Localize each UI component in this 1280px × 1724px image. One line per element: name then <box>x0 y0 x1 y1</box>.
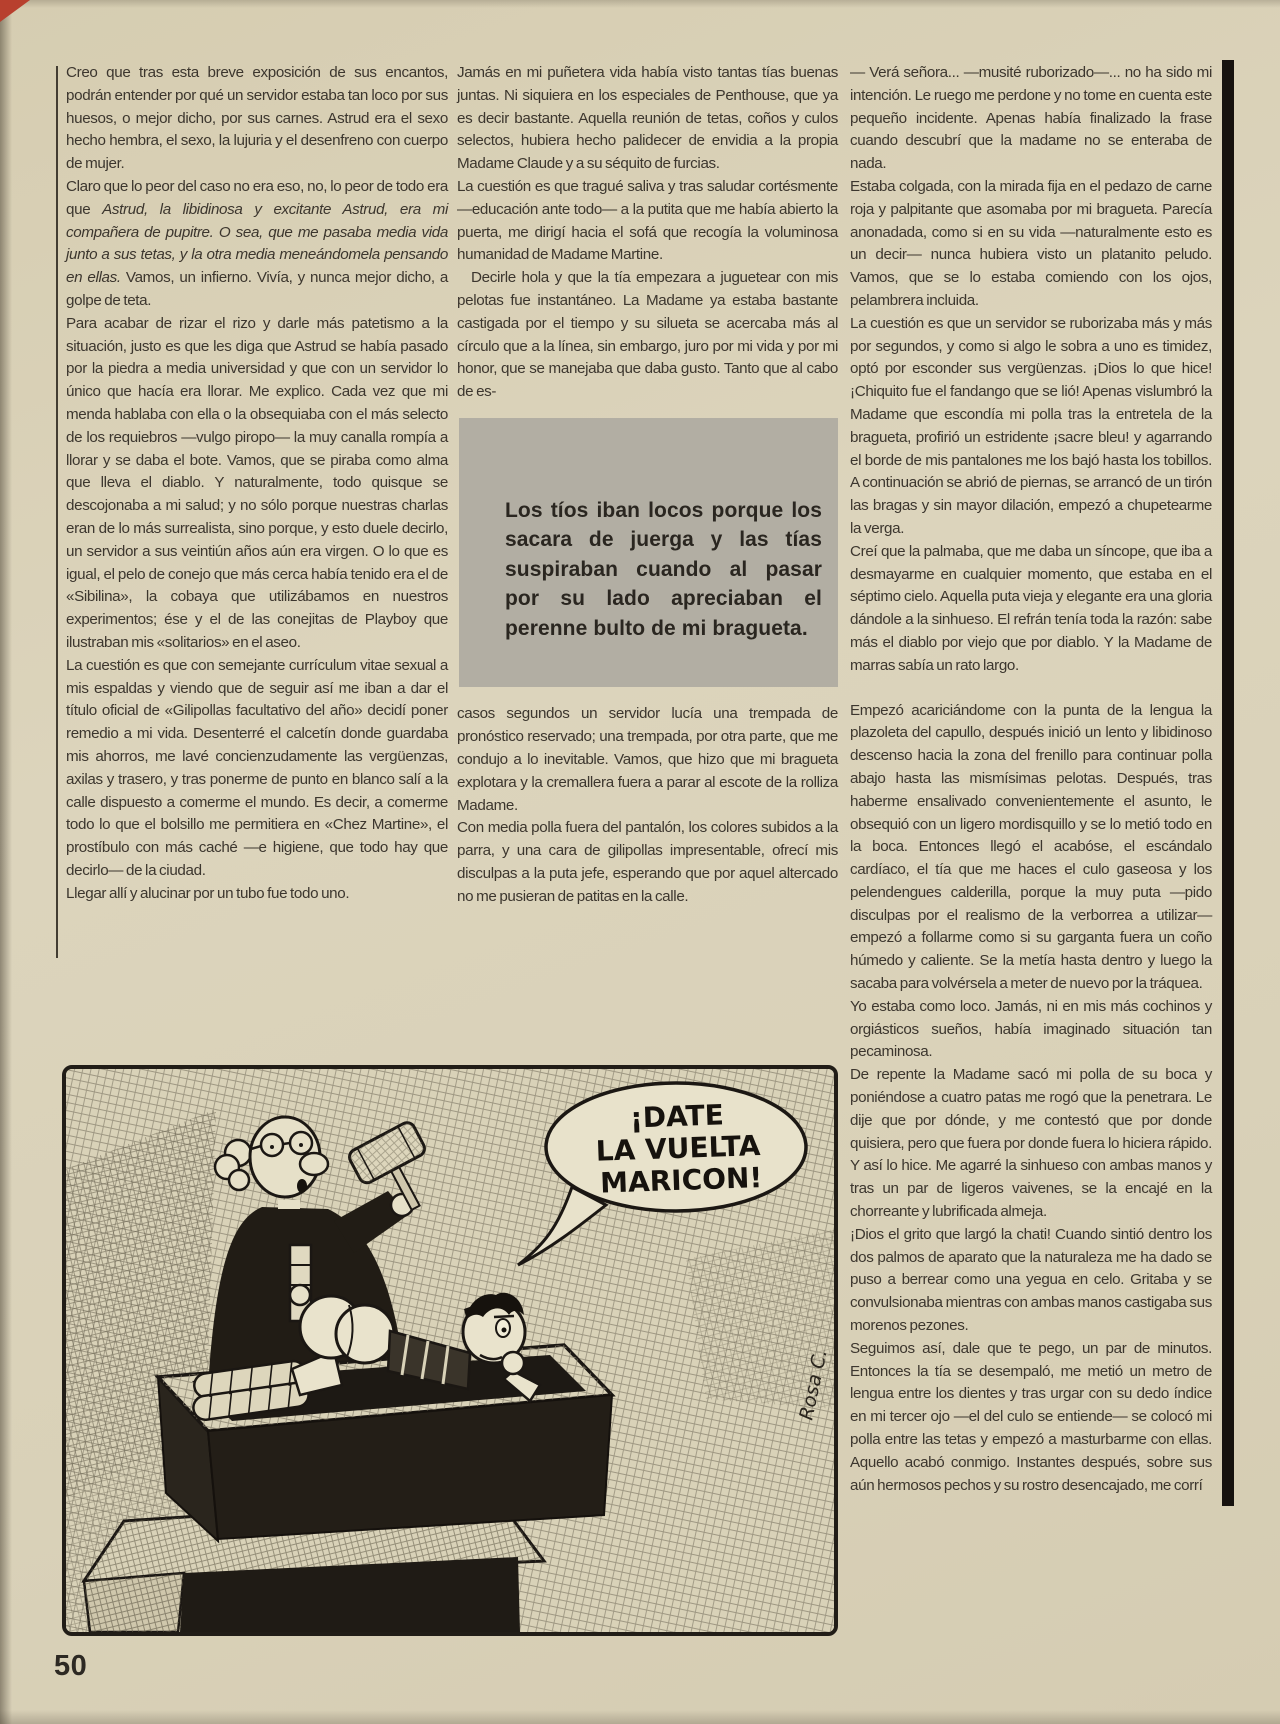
paragraph: La cuestión es que un servidor se ruborizaba más y más por segundos, y como si algo le sobra a uno es timidez, optó por esconder sus vergüenzas. ¡Dios lo que hice! ¡Chiquito fue el fandango que se lió! Apenas vislumbró la Madame que escondía mi polla tras la entretela de la bragueta, profirió un estridente ¡sacre bleu! y agarrando el borde de mis pantalones me los bajó hasta los tobillos. A continuación se abrió de piernas, se arrancó de un tirón las bragas y sin mayor dilación, empezó a chupetearme la verga. <box>850 314 1212 537</box>
paragraph: Seguimos así, dale que te pego, un par de minutos. Entonces la tía se desempaló, me metió un metro de lengua entre los dientes y tras urgar con su dedo índice en mi tercer ojo —el del culo se entiende— se colocó mi polla entre las tetas y empezó a masturbarme con ellas. Aquello acabó conmigo. Instantes después, sobre sus aún hermosos pechos y su rostro desencajado, me corrí <box>850 1339 1212 1494</box>
paragraph: Para acabar de rizar el rizo y darle más patetismo a la situación, justo es que les diga que Astrud se había pasado por la piedra a media universidad y que con un servidor lo único que hacía era llorar. Me explico. Cada vez que mi menda hablaba con ella o la obsequiaba con el más selecto de los requiebros —vulgo piropo— la muy canalla rompía a llorar y se daba el bote. Vamos, que se piraba como alma que lleva el diablo. Y naturalmente, todo quisque se descojonaba a mi salud; y no sólo porque nuestras charlas eran de lo más surrealista, sino porque, y esto duele decirlo, un servidor a sus veintiún años aún era virgen. O lo que es igual, el pelo de conejo que más cerca había tenido era el de «Sibilina», la cobaya que utilizábamos en nuestros experimentos; ése y el de las conejitas de Playboy que ilustraban mis «solitarios» en el aseo. <box>66 314 448 651</box>
column-rule <box>56 66 58 958</box>
bubble-text-line1: ¡DATE <box>629 1098 725 1135</box>
paragraph-text: Claro que lo peor del caso no era eso, no, lo peor de todo era que <box>66 177 448 218</box>
cartoon-illustration <box>66 1069 834 1632</box>
paragraph: Jamás en mi puñetera vida había visto tantas tías buenas juntas. Ni siquiera en los especiales de Penthouse, que ya es decir bastante. Aquella reunión de tetas, coños y culos selectos, hubiera hecho palidecer de envidia a la propia Madame Claude y a su séquito de furcias. <box>457 64 838 173</box>
paragraph: Llegar allí y alucinar por un tubo fue todo uno. <box>66 884 350 902</box>
text-column-3 <box>850 62 1212 1497</box>
paragraph: Creí que la palmaba, que me daba un síncope, que iba a desmayarme en cualquier momento, que estaba en el séptimo cielo. Aquella puta vieja y elegante era una gloria dándole a la sinhueso. El refrán tenía toda la razón: sabe más el diablo por viejo que por diablo. Y la Madame de marras sabía un rato largo. <box>850 542 1212 674</box>
paragraph <box>66 176 448 313</box>
paragraph: Creo que tras esta breve exposición de sus encantos, podrán entender por qué un servidor estaba tan loco por sus huesos, o mejor dicho, por sus carnes. Astrud era el sexo hecho hembra, el sexo, la lujuria y el desenfreno con cuerpo de mujer. <box>66 64 448 173</box>
right-black-bar <box>1222 60 1234 1506</box>
bubble-text-line3: MARICON! <box>599 1161 763 1200</box>
page-number: 50 <box>54 1650 88 1682</box>
paragraph-italic-text: Astrud, la libidinosa y excitante Astrud, era mi compañera de pupitre. O sea, que me pasaba media vida junto a sus tetas, y la otra media meneándomela pensando en ellas. <box>66 200 448 287</box>
priest-collar <box>278 1200 300 1209</box>
paragraph: Decirle hola y que la tía empezara a juguetear con mis pelotas fue instantáneo. La Madame ya estaba bastante castigada por el tiempo y su silueta se acercaba más al círculo que a la línea, sin embargo, juro por mi vida y por mi honor, que se manejaba que daba gusto. Tanto que al cabo de es- <box>457 269 838 401</box>
paragraph: Empezó acariciándome con la punta de la lengua la plazoleta del capullo, después inició un lento y libidinoso descenso hacia la zona del frenillo para continuar polla abajo hasta las mismísimas pelotas. Después, tras haberme ensalivado convenientemente el asunto, le obsequió con un ligero mordisquillo y se lo metió todo en la boca. Entonces llegó el acabóse, el escándalo cardíaco, el tía que me haces el culo gaseosa y los pelendengues calderilla, porque la muy puta —pido disculpas por el realismo de la verborrea a utilizar— empezó a follarme como si su garganta fuera un coño húmedo y caliente. Se la metía hasta dentro y luego la sacaba para volvérsela a meter de nuevo por la tráquea. <box>850 701 1212 993</box>
bubble-text-line2: LA VUELTA <box>595 1129 761 1168</box>
page-edge-shadow-bottom <box>0 1710 1280 1724</box>
cartoon-panel <box>62 1065 838 1636</box>
paragraph: — Verá señora... —musité ruborizado—... no ha sido mi intención. Le ruego me perdone y no tome en cuenta este pequeño incidente. Apenas había finalizado la frase cuando descubrí que la madame no se enteraba de nada. <box>850 64 1212 173</box>
pull-quote: Los tíos iban locos porque los sacara de juerga y las tías suspiraban cuando al pasar por su lado apreciaban el perenne bulto de mi bragueta. <box>459 418 838 688</box>
red-corner-mark <box>0 0 30 22</box>
page-edge-shadow-left <box>0 0 12 1724</box>
artist-signature: Rosa C. <box>795 1347 832 1423</box>
paragraph: De repente la Madame sacó mi polla de su boca y poniéndose a cuatro patas me rogó que la penetrara. Le dije que por dónde, y me contestó que por donde quisiera, pero que fuera por donde fuera lo hiciera rápido. Y así lo hice. Me agarré la sinhueso con ambas manos y tras un par de ligeros vaivenes, se la encajé en la chorreante y lubrificada almeja. <box>850 1066 1212 1221</box>
paragraph: Yo estaba como loco. Jamás, ni en mis más cochinos y orgiásticos sueños, había imaginado situación tan pecaminosa. <box>850 997 1212 1061</box>
paragraph: La cuestión es que con semejante currículum vitae sexual a mis espaldas y viendo que de seguir así me iban a dar el título oficial de «Gilipollas facultativo del año» decidí poner remedio a mi vida. Desenterré el calcetín donde guardaba mis ahorros, me lavé concienzudamente las vergüenzas, axilas y trasero, y tras ponerme de punto en blanco salí a la calle dispuesto a comerme el mundo. Es decir, a comerme todo lo que el bolsillo me permitiera en «Chez Martine», el prostíbulo con más caché —e higiene, que todo hay que decirlo— de la ciudad. <box>66 656 448 879</box>
paragraph: Estaba colgada, con la mirada fija en el pedazo de carne roja y palpitante que asomaba por mi bragueta. Parecía anonadada, como si en su vida —naturalmente esto es un decir— nunca hubiera visto un platanito peludo. Vamos, que se lo estaba comiendo con los ojos, pelambrera incluida. <box>850 177 1212 309</box>
text-column-1 <box>66 62 448 905</box>
paragraph: La cuestión es que tragué saliva y tras saludar cortésmente —educación ante todo— a la putita que me había abierto la puerta, me dirigí hacia el sofá que recogía la voluminosa humanidad de Madame Martine. <box>457 177 838 264</box>
paragraph: Con media polla fuera del pantalón, los colores subidos a la parra, y una cara de gilipollas impresentable, ofrecí mis disculpas a la puta jefe, esperando que por aquel altercado no me pusieran de patitas en la calle. <box>457 819 838 905</box>
paragraph-text: Vamos, un infierno. Vivía, y nunca mejor dicho, a golpe de teta. <box>66 269 448 309</box>
paragraph: ¡Dios el grito que largó la chati! Cuando sintió dentro los dos palmos de aparato que la naturaleza me ha dado se puso a berrear como una yegua en celo. Gritaba y se convulsionaba mientras con ambas manos castigaba sus morenos pezones. <box>850 1225 1212 1335</box>
text-column-2 <box>457 62 838 909</box>
paragraph: casos segundos un servidor lucía una trempada de pronóstico reservado; una trempada, por otra parte, que me condujo a lo inevitable. Vamos, que hizo que mi bragueta explotara y la cremallera fuera a parar al escote de la rolliza Madame. <box>457 705 838 814</box>
priest-nose <box>300 1153 328 1175</box>
page-edge-shadow-top <box>0 0 1280 8</box>
priest-mouth <box>297 1179 307 1193</box>
